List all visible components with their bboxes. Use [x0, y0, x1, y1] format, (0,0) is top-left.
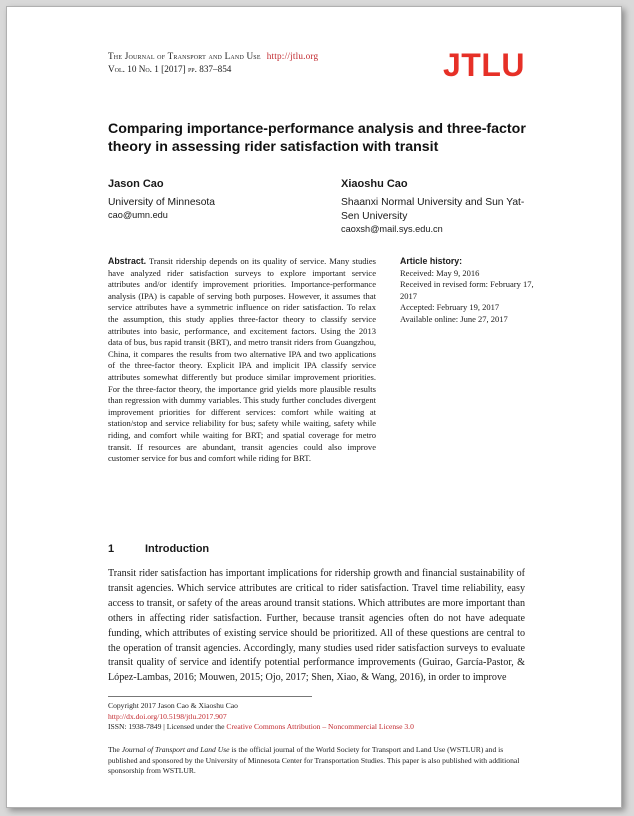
author-affiliation: University of Minnesota	[108, 197, 216, 208]
author-email[interactable]: caoxsh@mail.sys.edu.cn	[341, 224, 443, 234]
paper-title: Comparing importance-performance analysis and three-factor theory in assessing rider satisfaction with transit	[108, 121, 526, 155]
history-revised: Received in revised form: February 17, 2017	[400, 279, 534, 301]
paper-page	[6, 6, 622, 808]
article-history	[400, 256, 540, 326]
copyright-line: Copyright 2017 Jason Cao & Xiaoshu Cao	[108, 701, 238, 710]
journal-header	[108, 51, 318, 61]
author-1	[108, 178, 308, 220]
copyright-block	[108, 701, 528, 733]
journal-about	[108, 745, 528, 777]
abstract	[108, 256, 376, 465]
issn-line	[108, 722, 528, 733]
about-pre: The	[108, 745, 122, 754]
section-number: 1	[108, 543, 115, 555]
section-heading	[108, 543, 209, 555]
history-accepted: Accepted: February 19, 2017	[400, 302, 500, 313]
author-2	[341, 178, 541, 234]
author-email[interactable]: cao@umn.edu	[108, 210, 168, 220]
journal-name-italic: Journal of Transport and Land Use	[121, 745, 230, 754]
author-name: Jason Cao	[108, 178, 164, 190]
issn-text: ISSN: 1938-7849 | Licensed under the	[108, 722, 227, 731]
section-title: Introduction	[145, 543, 210, 555]
author-name: Xiaoshu Cao	[341, 178, 408, 190]
jtlu-logo: JTLU	[443, 47, 525, 83]
journal-url[interactable]: http://jtlu.org	[266, 51, 319, 61]
journal-name: The Journal of Transport and Land Use	[108, 51, 261, 61]
history-online: Available online: June 27, 2017	[400, 313, 508, 324]
abstract-text: Transit ridership depends on its quality of service. Many studies have analyzed rider satisfaction surveys to explore important service attributes and/or identify improvement priorities. Importance-performance analysis (IPA) is capable of serving both purposes. However, it assumes that service attributes have a symmetric influence on rider satisfaction. To relax the assumption, this study applies three-factor theory to classify service attributes into basic, performance, and excitement factors. Using the 2013 data of bus, bus rapid transit (BRT), and metro transit riders from Guangzhou, China, it compares the results from two alternative IPA and two applications of the three-factor theory. Explicit IPA and implicit IPA classify service attributes somewhat differently but produce similar improvement priorities. For the three-factor theory, the importance grid yields more plausible results than regression with dummy variables. This study further concludes divergent improvement priorities for different services: comfort while waiting at station/stop and service reliability for bus; safety while waiting, safety while riding, and comfort while waiting for BRT; and spatial coverage for metro transit. If resources are abundant, transit agencies could also improve customer service for bus and comfort while riding for BRT.	[108, 256, 377, 464]
history-received: Received: May 9, 2016	[400, 267, 480, 278]
about-text: is the official journal of the World Society for Transport and Land Use (WSTLUR) and is published and sponsored by the University of Minnesota Center for Transportation Studies. This paper is also published with additional sponsorship from WSTLUR.	[108, 745, 520, 776]
volume-info: Vol. 10 No. 1 [2017] pp. 837–854	[108, 64, 232, 74]
intro-paragraph: Transit rider satisfaction has important implications for ridership growth and financial sustainability of transit agencies. Which service attributes are critical to rider satisfaction. Travel time reliability, easy access to transit, or safety of the areas around transit stations. Which attributes are more important than others in affecting rider satisfaction. Further, because transit agencies often do not have adequate funding, which attributes of existing service should be prioritized. All of these questions are central to the operation of transit agencies. Accordingly, many studies used rider satisfaction surveys to evaluate transit quality of service and identify potential performance improvements (Guirao, García-Pastor, & López-Lambas, 2016; Mouwen, 2015; Ojo, 2017; Shen, Xiao, & Wang, 2016), in order to improve	[108, 568, 525, 684]
history-heading: Article history:	[400, 256, 463, 266]
author-affiliation: Shaanxi Normal University and Sun Yat-Sen University	[341, 197, 525, 222]
footnote-divider	[108, 696, 312, 697]
abstract-label: Abstract.	[108, 256, 147, 266]
doi-link[interactable]: http://dx.doi.org/10.5198/jtlu.2017.907	[108, 711, 227, 721]
license-link[interactable]: Creative Commons Attribution – Noncommercial License 3.0	[226, 722, 414, 731]
